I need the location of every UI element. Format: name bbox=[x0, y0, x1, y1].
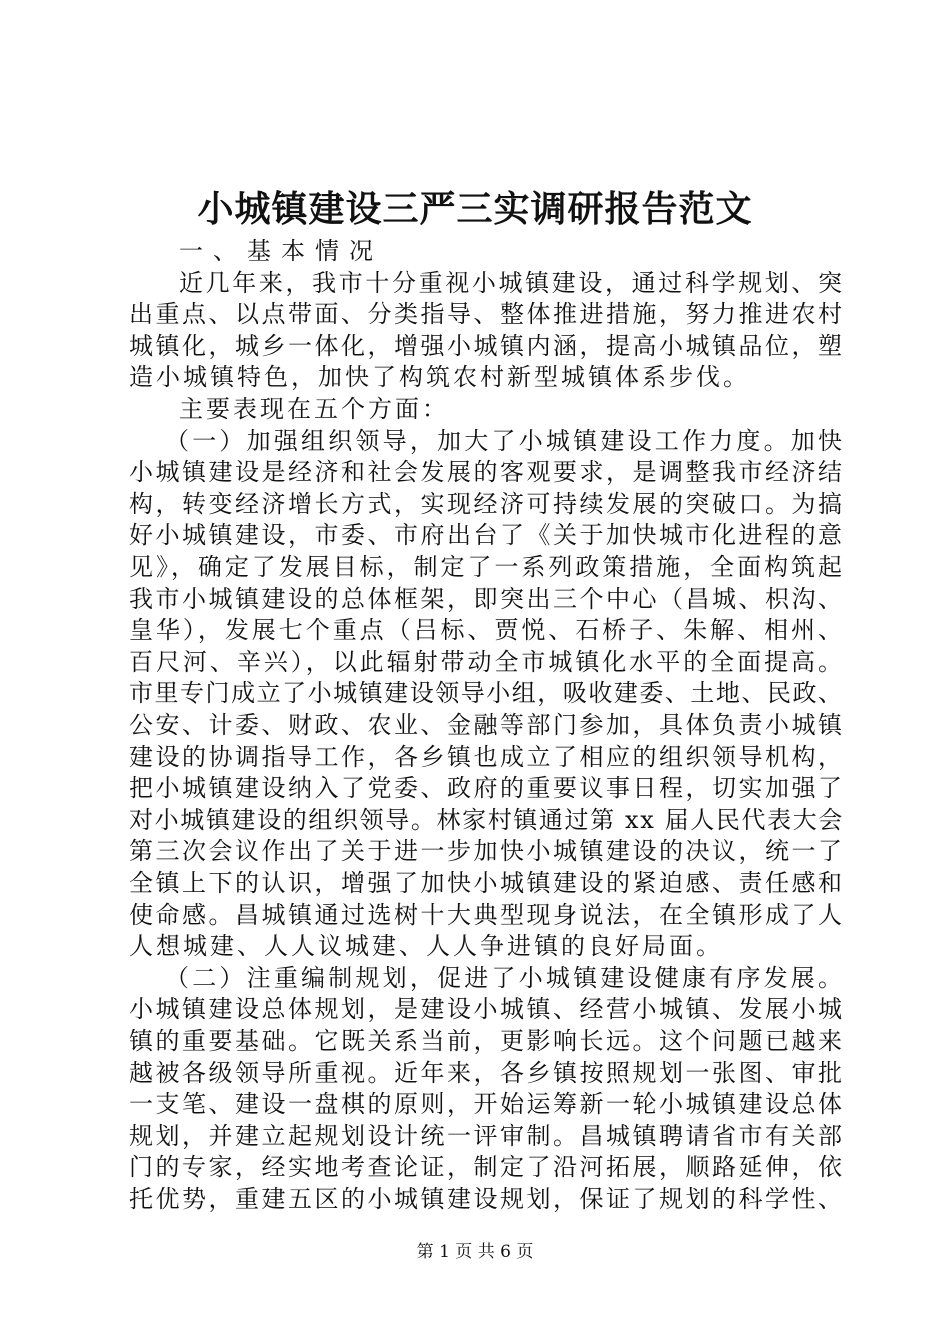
paragraph-line: 全镇上下的认识，增强了加快小城镇建设的紧迫感、责任感和 bbox=[129, 869, 845, 897]
paragraph-line: 造小城镇特色，加快了构筑农村新型城镇体系步伐。 bbox=[129, 363, 750, 391]
paragraph-line: 使命感。昌城镇通过选树十大典型现身说法，在全镇形成了人 bbox=[129, 901, 845, 929]
paragraph-line: 越被各级领导所重视。近年来，各乡镇按照规划一张图、审批 bbox=[129, 1059, 845, 1087]
page-footer: 第 1 页 共 6 页 bbox=[416, 1242, 534, 1262]
paragraph-line: 托优势，重建五区的小城镇建设规划，保证了规划的科学性、 bbox=[129, 1185, 845, 1213]
paragraph-line: 小城镇建设是经济和社会发展的客观要求，是调整我市经济结 bbox=[129, 458, 845, 486]
paragraph-line: 好小城镇建设，市委、市府出台了《关于加快城市化进程的意 bbox=[129, 521, 845, 549]
paragraph-line: 构，转变经济增长方式，实现经济可持续发展的突破口。为搞 bbox=[129, 490, 845, 518]
paragraph-line: 镇的重要基础。它既关系当前，更影响长远。这个问题已越来 bbox=[129, 1027, 845, 1055]
paragraph-line: （二）注重编制规划，促进了小城镇建设健康有序发展。 bbox=[165, 964, 846, 992]
paragraph-line: 对小城镇建设的组织领导。林家村镇通过第 xx 届人民代表大会 bbox=[129, 806, 844, 834]
paragraph-line: 近几年来，我市十分重视小城镇建设，通过科学规划、突 bbox=[179, 269, 845, 297]
paragraph-line: 公安、计委、财政、农业、金融等部门参加，具体负责小城镇 bbox=[129, 711, 845, 739]
paragraph-line: 建设的协调指导工作，各乡镇也成立了相应的组织领导机构， bbox=[129, 743, 845, 771]
paragraph-line: 我市小城镇建设的总体框架，即突出三个中心（昌城、枳沟、 bbox=[129, 585, 845, 613]
document-title: 小城镇建设三严三实调研报告范文 bbox=[197, 188, 753, 230]
paragraph-line: 皇华），发展七个重点（吕标、贾悦、石桥子、朱解、相州、 bbox=[129, 616, 845, 644]
paragraph-line: 第三次会议作出了关于进一步加快小城镇建设的决议，统一了 bbox=[129, 837, 845, 865]
paragraph-line: 人想城建、人人议城建、人人争进镇的良好局面。 bbox=[129, 932, 723, 960]
paragraph-line: 出重点、以点带面、分类指导、整体推进措施，努力推进农村 bbox=[129, 300, 845, 328]
paragraph-line: 规划，并建立起规划设计统一评审制。昌城镇聘请省市有关部 bbox=[129, 1122, 845, 1150]
paragraph-line: 市里专门成立了小城镇建设领导小组，吸收建委、土地、民政、 bbox=[129, 679, 844, 707]
paragraph-line: 小城镇建设总体规划，是建设小城镇、经营小城镇、发展小城 bbox=[129, 995, 845, 1023]
paragraph-line: （一）加强组织领导，加大了小城镇建设工作力度。加快 bbox=[165, 427, 846, 455]
paragraph-line: 百尺河、辛兴），以此辐射带动全市城镇化水平的全面提高。 bbox=[129, 648, 845, 676]
paragraph-line: 把小城镇建设纳入了党委、政府的重要议事日程，切实加强了 bbox=[129, 774, 845, 802]
section-heading: 一、基本情况 bbox=[179, 237, 383, 265]
paragraph-line: 城镇化，城乡一体化，增强小城镇内涵，提高小城镇品位，塑 bbox=[129, 332, 845, 360]
paragraph-line: 见》，确定了发展目标，制定了一系列政策措施，全面构筑起 bbox=[129, 553, 845, 581]
paragraph-line: 一支笔、建设一盘棋的原则，开始运筹新一轮小城镇建设总体 bbox=[129, 1090, 845, 1118]
paragraph-line: 主要表现在五个方面： bbox=[179, 395, 449, 423]
paragraph-line: 门的专家，经实地考查论证，制定了沿河拓展，顺路延伸，依 bbox=[129, 1153, 845, 1181]
